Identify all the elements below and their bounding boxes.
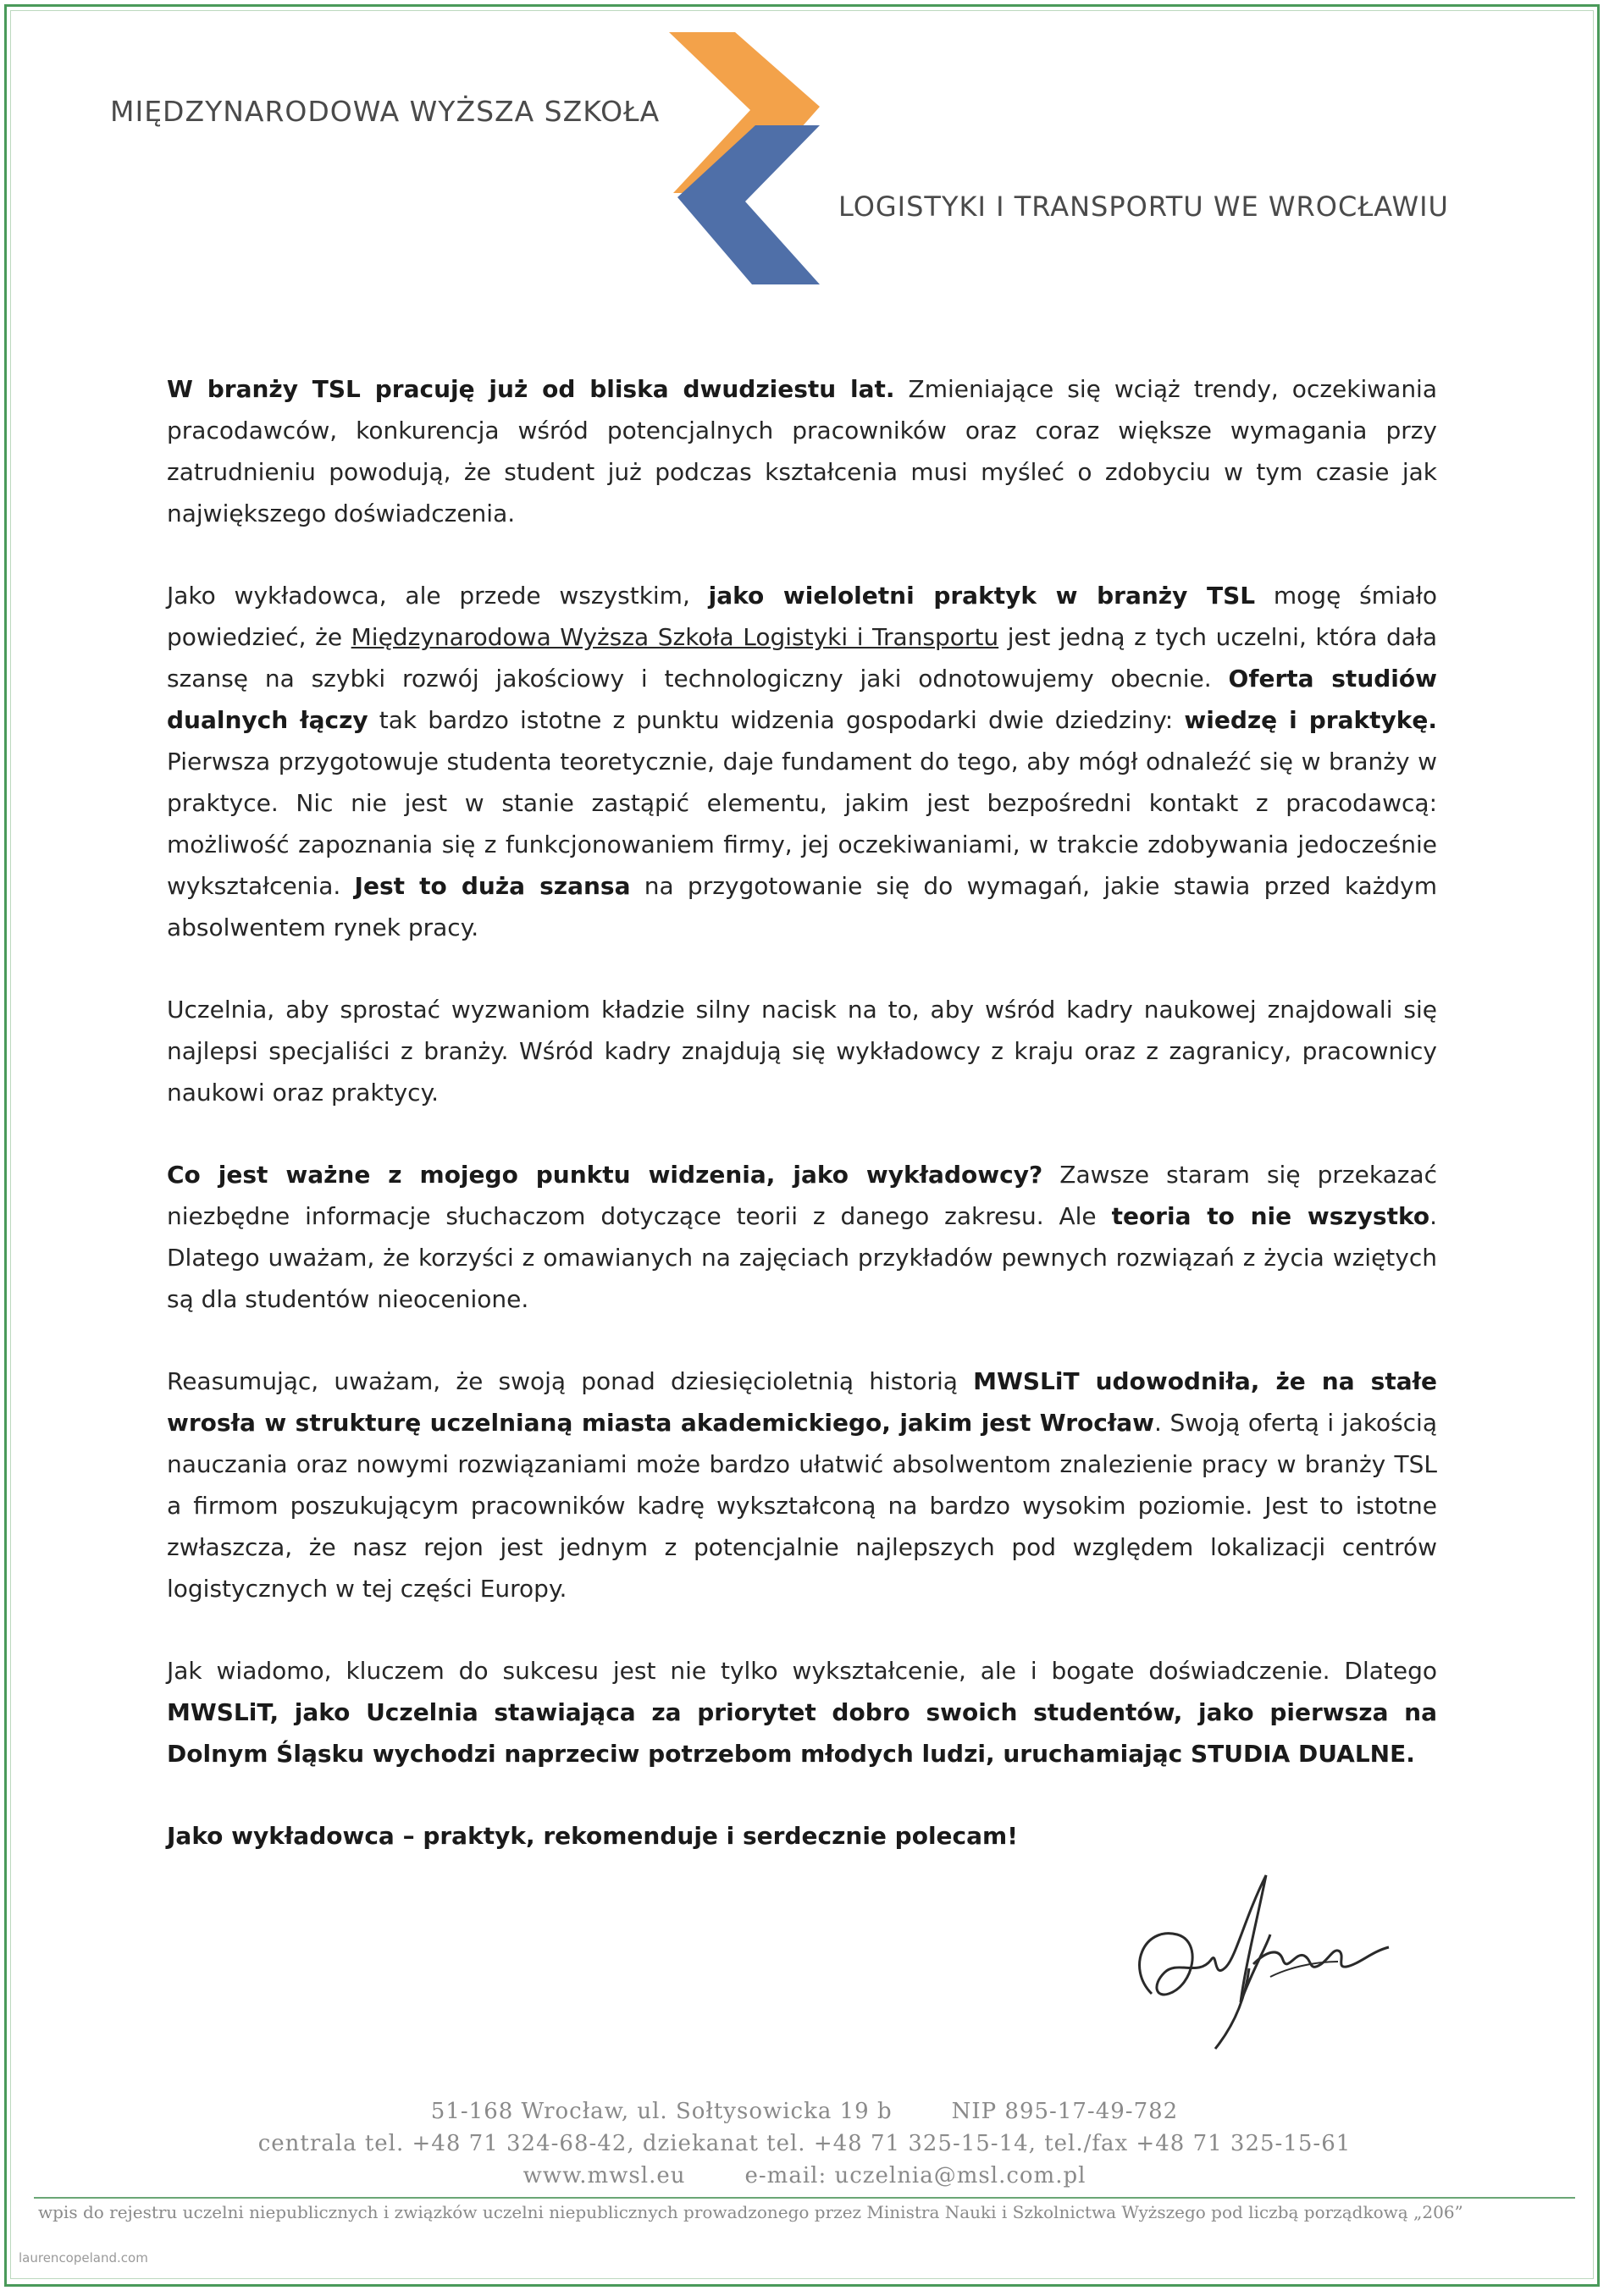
text-run: Jako wykładowca, ale przede wszystkim, [167, 582, 709, 610]
footer-website-link[interactable]: www.mwsl.eu [523, 2163, 686, 2188]
logo-blue-chevron [677, 125, 820, 284]
text-run: Jak wiadomo, kluczem do sukcesu jest nie tylko wykształcenie, ale i bogate doświadczenie. Dlatego [167, 1657, 1437, 1685]
logo-line-1: MIĘDZYNARODOWA WYŻSZA SZKOŁA [110, 95, 661, 128]
logo-line-2: LOGISTYKI I TRANSPORTU WE WROCŁAWIU [838, 190, 1449, 223]
paragraph-2 [167, 575, 1437, 948]
paragraph-5 [167, 1360, 1437, 1609]
footer-contact [0, 2095, 1609, 2192]
signature-icon [1118, 1867, 1406, 2053]
text-run: Pierwsza przygotowuje studenta teoretycznie, daje fundament do tego, aby mógł odnaleźć się w branży w praktyce. Nic nie jest w stanie zastąpić elementu, jakim jest bezpośredni kontakt z pracodawcą: możliwość zapoznania się z funkcjonowaniem firmy, jej oczekiwaniami, w trakcie zdobywania jedocześnie wykształcenia. [167, 748, 1437, 900]
paragraph-1 [167, 368, 1437, 534]
bold-phrase: Co jest ważne z mojego punktu widzenia, jako wykładowcy? [167, 1161, 1043, 1189]
bold-phrase: Jest to duża szansa [354, 872, 631, 900]
closing-line [167, 1815, 1437, 1857]
footer-phones: centrala tel. +48 71 324-68-42, dziekanat tel. +48 71 325-15-14, tel./fax +48 71 325-15-61 [257, 2131, 1352, 2156]
university-link[interactable]: Międzynarodowa Wyższa Szkoła Logistyki i Transportu [351, 623, 999, 651]
text-run: na przygotowanie się do wymagań, jakie stawia przed każdym absolwentem rynek pracy. [167, 872, 1438, 941]
footer-email-link[interactable]: e-mail: uczelnia@msl.com.pl [744, 2163, 1086, 2188]
text-run: Zmieniające się wciąż trendy, oczekiwania pracodawców, konkurencja wśród potencjalnych pracowników oraz coraz większe wymagania przy zatrudnieniu powodują, że student już podczas kształcenia musi myśleć o zdobyciu w tym czasie jak największego doświadczenia. [167, 375, 1437, 527]
text-run: tak bardzo istotne z punktu widzenia gospodarki dwie dziedziny: [368, 706, 1185, 734]
letter-body [167, 368, 1437, 1897]
watermark: laurencopeland.com [19, 2250, 148, 2266]
footer-nip: NIP 895-17-49-782 [951, 2099, 1179, 2124]
closing-text: Jako wykładowca – praktyk, rekomenduje i serdecznie polecam! [167, 1822, 1018, 1850]
paragraph-4 [167, 1154, 1437, 1320]
bold-phrase: MWSLiT, jako Uczelnia stawiająca za priorytet dobro swoich studentów, jako pierwsza na Dolnym Śląsku wychodzi naprzeciw potrzebom młodych ludzi, uruchamiając STUDIA DUALNE. [167, 1698, 1437, 1768]
text-run: jest jedną z tych uczelni, która dała szansę na szybki rozwój jakościowy i technologiczny jaki odnotowujemy obecnie. [167, 623, 1437, 693]
text-run: Reasumując, uważam, że swoją ponad dziesięcioletnią historią [167, 1367, 974, 1395]
university-logo-icon [669, 32, 847, 286]
paragraph-6 [167, 1650, 1437, 1774]
bold-phrase: jako wieloletni praktyk w branży TSL [708, 582, 1256, 610]
paragraph-3: Uczelnia, aby sprostać wyzwaniom kładzie silny nacisk na to, aby wśród kadry naukowej znajdowali się najlepsi specjaliści z branży. Wśród kadry znajdują się wykładowcy z kraju oraz z zagranicy, pracownicy naukowi oraz praktycy. [167, 996, 1437, 1107]
bold-phrase: MWSLiT udowodniła, że na stałe wrosła w strukturę uczelnianą miasta akademickiego, jakim jest Wrocław [167, 1367, 1437, 1437]
text-run: . Dlatego uważam, że korzyści z omawianych na zajęciach przykładów pewnych rozwiązań z życia wziętych są dla studentów nieocenione. [167, 1202, 1437, 1313]
text-run: . Swoją ofertą i jakością nauczania oraz nowymi rozwiązaniami może bardzo ułatwić absolwentom znalezienie pracy w branży TSL a firmom poszukującym pracowników kadrę wykształconą na bardzo wysokim poziomie. Jest to istotne zwłaszcza, że nasz rejon jest jednym z potencjalnie najlepszych pod względem lokalizacji centrów logistycznych w tej części Europy. [167, 1409, 1437, 1603]
bold-phrase: W branży TSL pracuję już od bliska dwudziestu lat. [167, 375, 895, 403]
footer-address: 51-168 Wrocław, ul. Sołtysowicka 19 b [430, 2099, 893, 2124]
text-run: mogę śmiało powiedzieć, że [167, 582, 1437, 651]
footer-address-line [0, 2095, 1609, 2128]
footer-registry-note: wpis do rejestru uczelni niepublicznych i związków uczelni niepublicznych prowadzonego przez Ministra Nauki i Szkolnictwa Wyższego pod liczbą porządkową „206” [38, 2202, 1463, 2222]
bold-phrase: teoria to nie wszystko [1111, 1202, 1430, 1230]
text-run: Zawsze staram się przekazać niezbędne informacje słuchaczom dotyczące teorii z danego zakresu. Ale [167, 1161, 1437, 1230]
bold-phrase: wiedzę i praktykę. [1184, 706, 1437, 734]
bold-phrase: Oferta studiów dualnych łączy [167, 665, 1437, 734]
footer-divider [34, 2197, 1575, 2199]
footer-web-line [0, 2160, 1609, 2192]
